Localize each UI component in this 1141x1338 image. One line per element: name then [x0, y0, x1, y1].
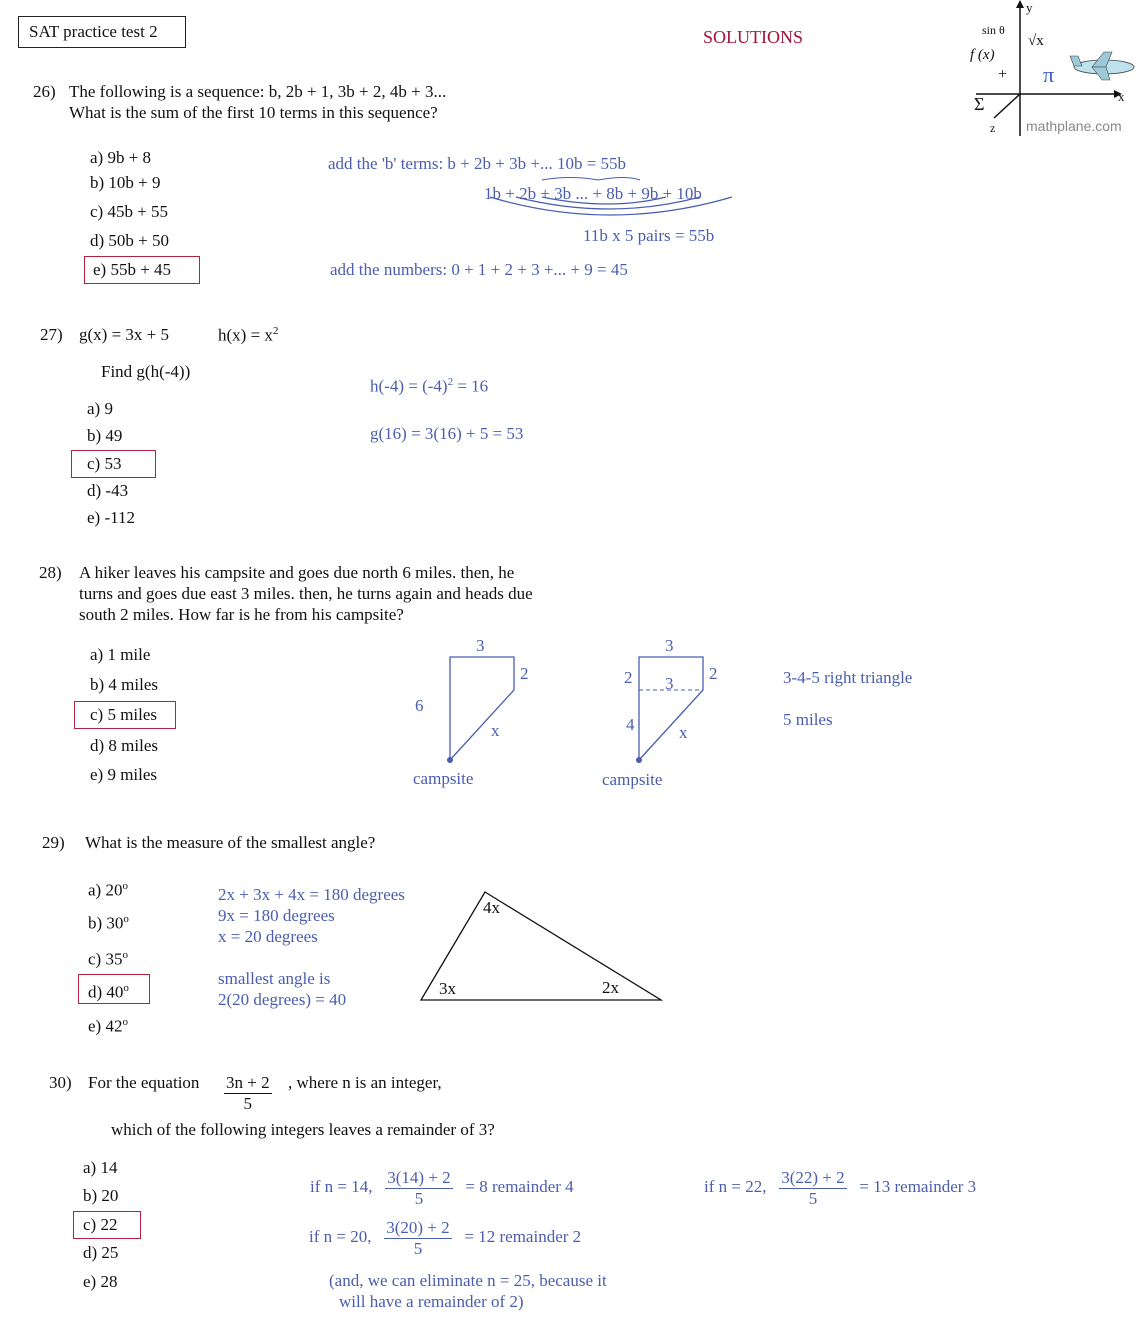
question-number: 26): [33, 82, 56, 101]
solution-text: 9x = 180 degrees: [218, 906, 335, 925]
logo-sqrt-label: √x: [1028, 33, 1044, 49]
diagram-label: 3: [665, 674, 674, 693]
choice-e: e) 28: [83, 1272, 118, 1291]
choice-d: d) -43: [87, 481, 129, 500]
choice-b: b) 20: [83, 1186, 119, 1205]
solution-note: will have a remainder of 2): [339, 1292, 524, 1311]
choice-a: a) 9b + 8: [90, 148, 152, 167]
solution-n20: if n = 20, $\frac{3(20) + 2}{5}$ = 12 remainder 2: [309, 1218, 582, 1258]
choice-c: c) 53: [87, 454, 122, 473]
choice-c: c) 5 miles: [90, 705, 158, 724]
choice-b: b) 10b + 9: [90, 173, 161, 192]
solution-text: 2(20 degrees) = 40: [218, 990, 347, 1009]
choice-c: c) 35$^o$: [88, 949, 128, 969]
logo-sigma-label: Σ: [974, 94, 985, 114]
solution-text: smallest angle is: [218, 969, 331, 988]
logo-x-label: x: [1118, 89, 1125, 104]
choice-e: e) 55b + 45: [93, 260, 172, 279]
solutions-heading: SOLUTIONS: [703, 27, 804, 47]
diagram-label: 4: [626, 715, 635, 734]
question-text: which of the following integers leaves a remainder of 3?: [111, 1120, 495, 1139]
diagram-label: 3: [476, 636, 485, 655]
choice-c: c) 22: [83, 1215, 118, 1234]
choice-e: e) 9 miles: [90, 765, 158, 784]
solution-text: 3-4-5 right triangle: [783, 668, 913, 687]
diagram-label: 2: [624, 668, 633, 687]
pairing-arcs: [480, 175, 750, 225]
question-text: south 2 miles. How far is he from his campsite?: [79, 605, 404, 624]
choice-c: c) 45b + 55: [90, 202, 169, 221]
angle-label: 2x: [602, 978, 619, 997]
solution-text: add the 'b' terms: b + 2b + 3b +... 10b = 55b: [328, 154, 627, 173]
solution-text: 1b + 2b + 3b ... + 8b + 9b + 10b: [484, 184, 702, 203]
logo-sin-label: sin θ: [982, 23, 1005, 37]
solution-text: 5 miles: [783, 710, 833, 729]
diagram-label: 3: [665, 636, 674, 655]
solution-text: $h(-4) = (-4)^2 = 16$: [370, 376, 489, 396]
question-number: 29): [42, 833, 65, 852]
question-number: 27): [40, 325, 63, 344]
solution-n14: if n = 14, $\frac{3(14) + 2}{5}$ = 8 remainder 4: [310, 1168, 574, 1208]
diagram-label: 2: [520, 664, 529, 683]
choice-b: b) 30$^o$: [88, 913, 129, 933]
solution-text: g(16) = 3(16) + 5 = 53: [370, 424, 524, 443]
solution-n22: if n = 22, $\frac{3(22) + 2}{5}$ = 13 remainder 3: [704, 1168, 977, 1208]
campsite-label: campsite: [602, 770, 663, 789]
choice-d: d) 25: [83, 1243, 119, 1262]
choice-e: e) -112: [87, 508, 135, 527]
logo-y-label: y: [1026, 0, 1033, 15]
question-text: Find g(h(-4)): [101, 362, 191, 381]
question-text: , where n is an integer,: [288, 1073, 442, 1092]
function-g: g(x) = 3x + 5: [79, 325, 169, 344]
choice-e: e) 42$^o$: [88, 1016, 128, 1036]
airplane-icon: [1070, 52, 1134, 80]
path-diagram-2: [629, 650, 719, 770]
question-number: 28): [39, 563, 62, 582]
diagram-label: x: [491, 721, 500, 740]
choice-a: a) 1 mile: [90, 645, 151, 664]
choice-b: b) 49: [87, 426, 123, 445]
question-text: For the equation: [88, 1073, 200, 1092]
angle-label: 4x: [483, 898, 500, 917]
diagram-label: 2: [709, 664, 718, 683]
solution-text: add the numbers: 0 + 1 + 2 + 3 +... + 9 = 45: [330, 260, 628, 279]
solution-text: 11b x 5 pairs = 55b: [583, 226, 715, 245]
choice-d: d) 50b + 50: [90, 231, 169, 250]
logo-plus-label: +: [998, 66, 1008, 83]
question-text: A hiker leaves his campsite and goes due north 6 miles. then, he: [79, 563, 515, 582]
question-text: What is the sum of the first 10 terms in this sequence?: [69, 103, 438, 122]
equation-fraction: $\frac{3n + 2}{5}$: [226, 1073, 270, 1113]
solution-text: x = 20 degrees: [218, 927, 318, 946]
logo-site-text: mathplane.com: [1026, 118, 1122, 134]
question-text: turns and goes due east 3 miles. then, he turns again and heads due: [79, 584, 533, 603]
choice-a: a) 9: [87, 399, 113, 418]
diagram-label: 6: [415, 696, 424, 715]
choice-b: b) 4 miles: [90, 675, 158, 694]
choice-d: d) 40$^o$: [88, 982, 129, 1002]
page-title: SAT practice test 2: [18, 16, 186, 48]
question-number: 30): [49, 1073, 72, 1092]
function-h: $h(x) = x^2$: [218, 325, 279, 345]
campsite-label: campsite: [413, 769, 474, 788]
question-text: What is the measure of the smallest angle?: [85, 833, 376, 852]
choice-a: a) 20$^o$: [88, 880, 128, 900]
logo-fx-label: f (x): [970, 47, 995, 63]
question-text: The following is a sequence: b, 2b + 1, 3b + 2, 4b + 3...: [69, 82, 447, 101]
path-diagram-1: [440, 650, 530, 770]
logo-pi-label: π: [1043, 62, 1055, 87]
diagram-label: x: [679, 723, 688, 742]
logo-z-label: z: [990, 121, 996, 135]
solution-text: 2x + 3x + 4x = 180 degrees: [218, 885, 405, 904]
angle-label: 3x: [439, 979, 456, 998]
choice-a: a) 14: [83, 1158, 118, 1177]
solution-note: (and, we can eliminate n = 25, because it: [329, 1271, 607, 1290]
choice-d: d) 8 miles: [90, 736, 158, 755]
